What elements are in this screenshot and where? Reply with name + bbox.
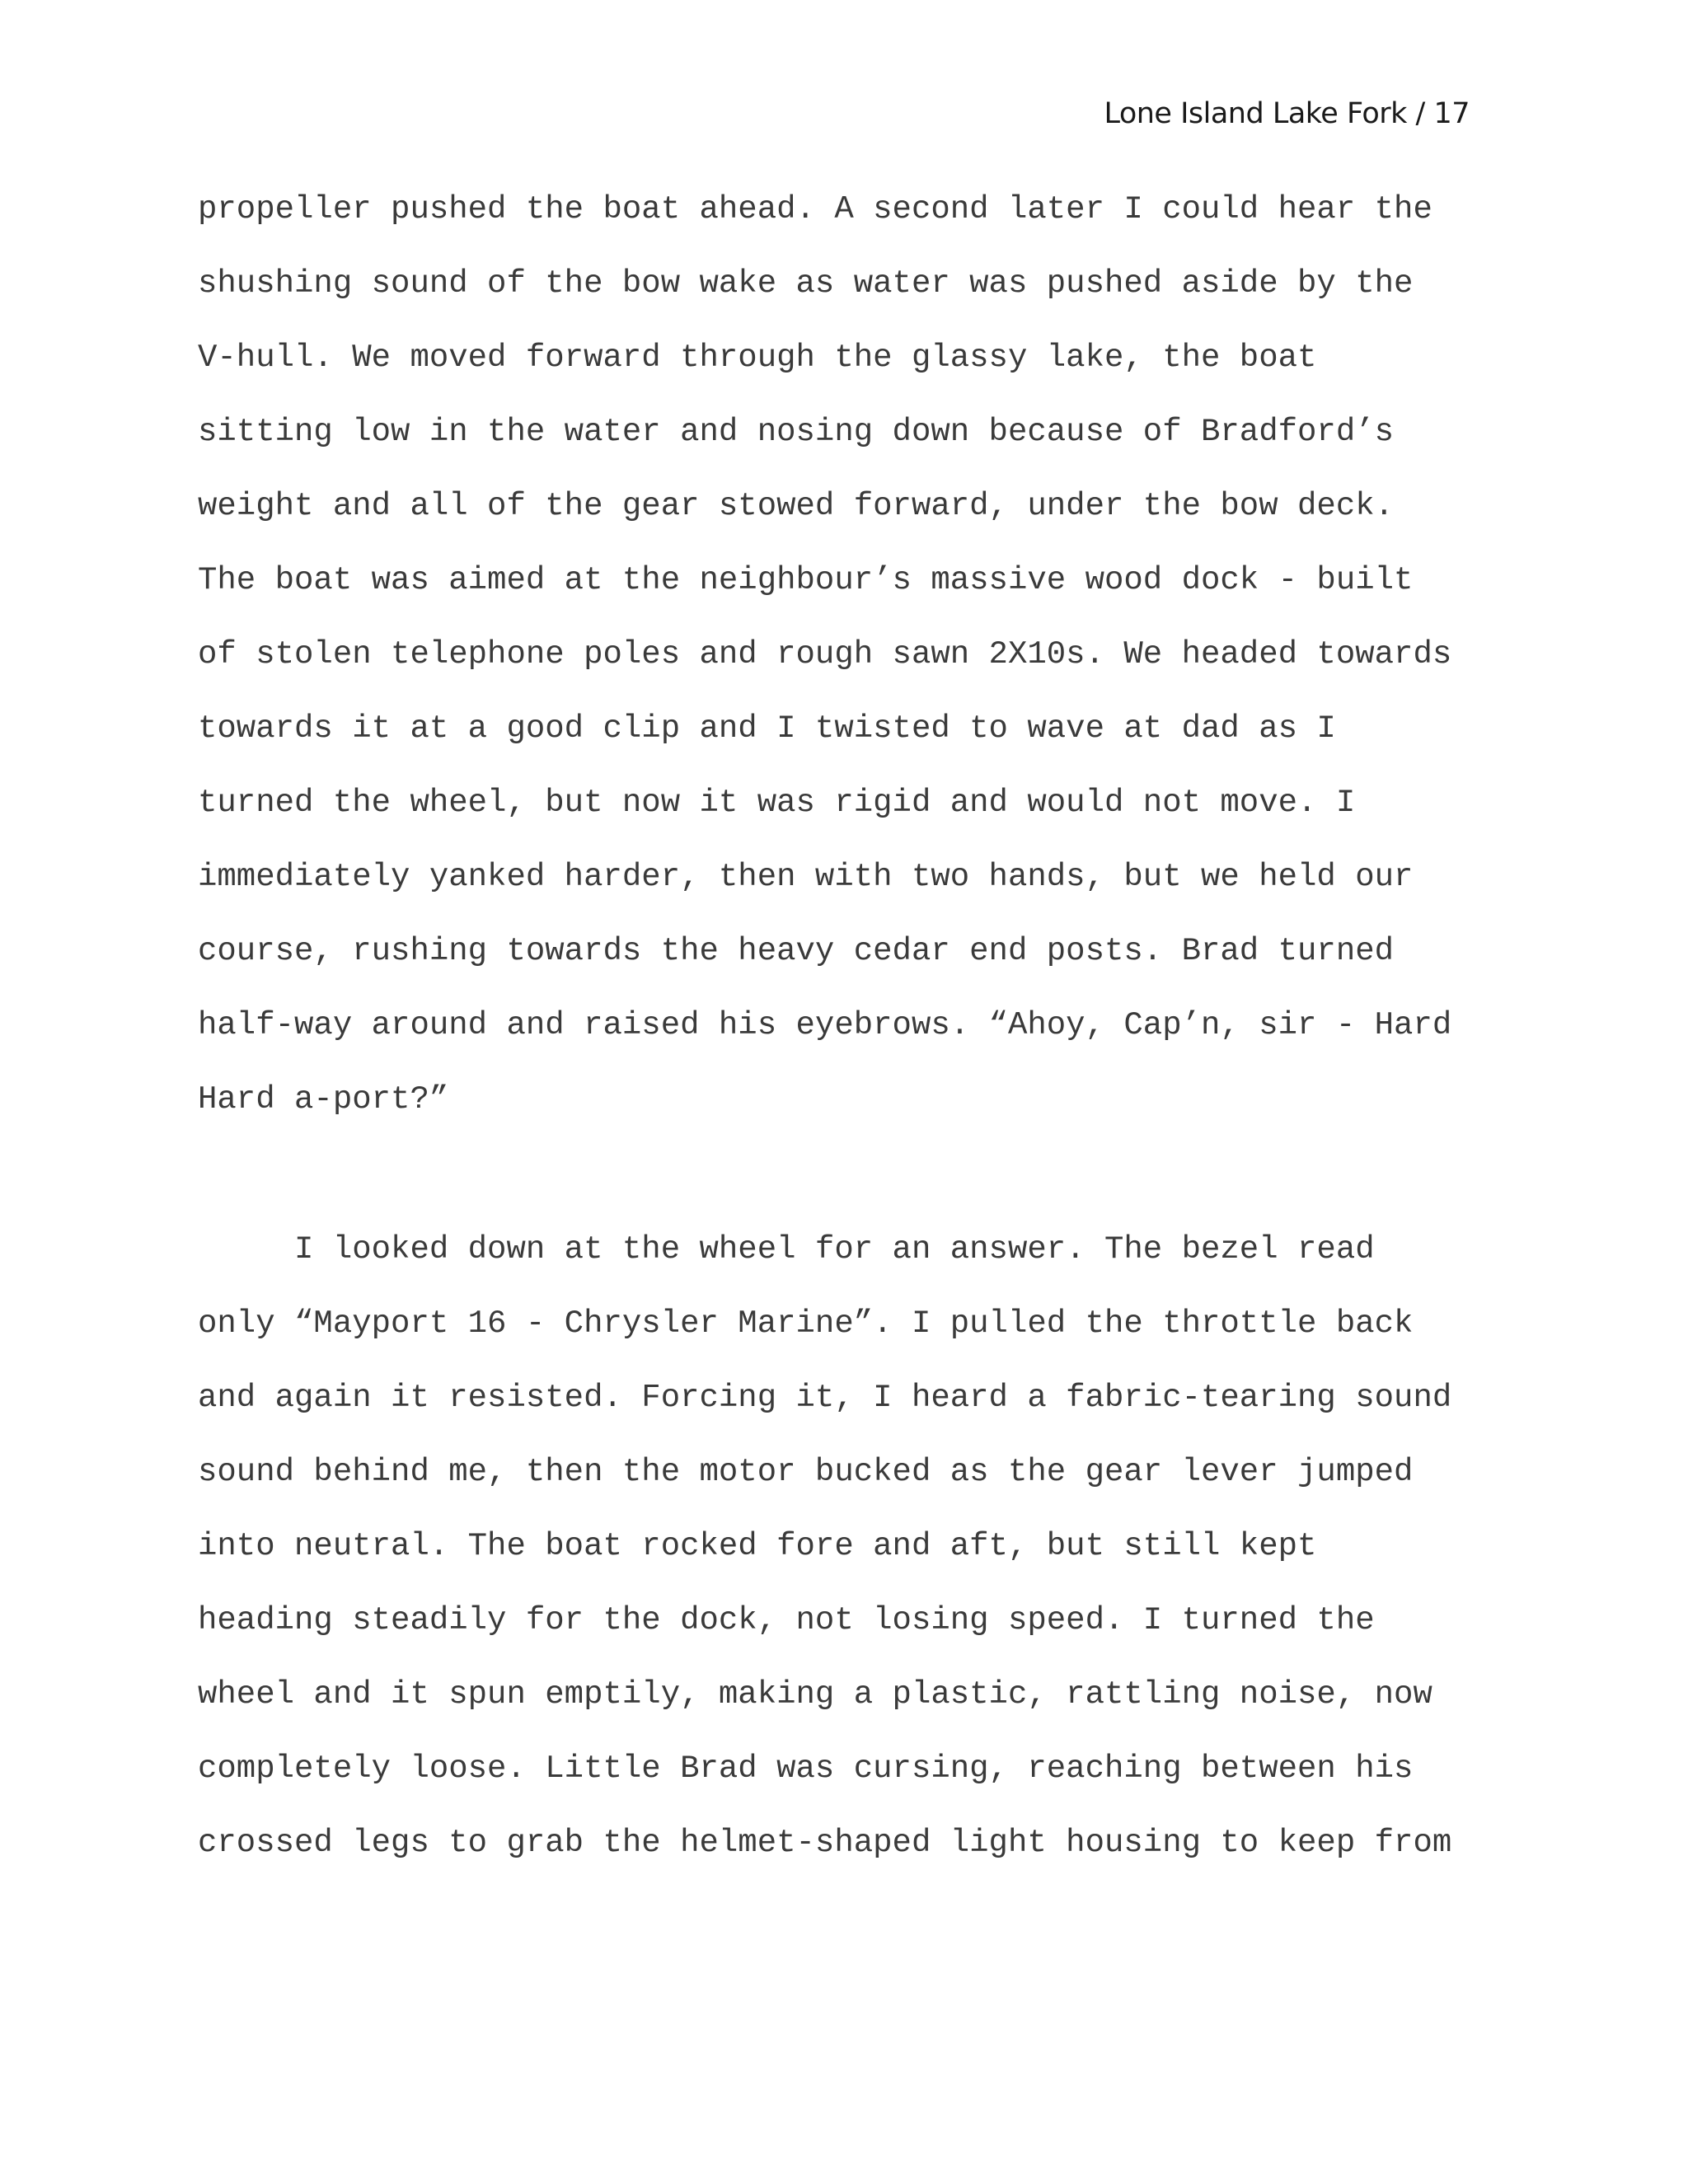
text-line: Hard a-port?” [198,1081,449,1118]
running-header: Lone Island Lake Fork / 17 [1104,97,1470,130]
text-line: completely loose. Little Brad was cursing, reaching between his [198,1750,1414,1787]
text-line: sound behind me, then the motor bucked as the gear lever jumped [198,1454,1414,1490]
text-line: towards it at a good clip and I twisted to wave at dad as I [198,710,1336,747]
text-line: weight and all of the gear stowed forward, under the bow deck. [198,488,1395,524]
text-line: half-way around and raised his eyebrows. “Ahoy, Cap’n, sir - Hard [198,1007,1452,1043]
text-line: heading steadily for the dock, not losing speed. I turned the [198,1602,1375,1638]
text-line: wheel and it spun emptily, making a plastic, rattling noise, now [198,1676,1432,1713]
text-line: shushing sound of the bow wake as water was pushed aside by the [198,265,1414,302]
text-line: propeller pushed the boat ahead. A second later I could hear the [198,191,1432,227]
text-line: course, rushing towards the heavy cedar end posts. Brad turned [198,933,1395,969]
text-line: The boat was aimed at the neighbour’s massive wood dock - built [198,562,1414,598]
text-line: I looked down at the wheel for an answer. The bezel read [198,1231,1375,1268]
text-line: of stolen telephone poles and rough sawn 2X10s. We headed towards [198,636,1452,673]
text-line: immediately yanked harder, then with two hands, but we held our [198,859,1414,895]
text-line: only “Mayport 16 - Chrysler Marine”. I pulled the throttle back [198,1305,1414,1342]
text-line: crossed legs to grab the helmet-shaped light housing to keep from [198,1825,1452,1861]
text-line: into neutral. The boat rocked fore and aft, but still kept [198,1528,1317,1564]
text-line: and again it resisted. Forcing it, I heard a fabric-tearing sound [198,1380,1452,1416]
text-line: turned the wheel, but now it was rigid and would not move. I [198,785,1356,821]
text-line: sitting low in the water and nosing down because of Bradford’s [198,414,1395,450]
text-line: V-hull. We moved forward through the glassy lake, the boat [198,340,1317,376]
